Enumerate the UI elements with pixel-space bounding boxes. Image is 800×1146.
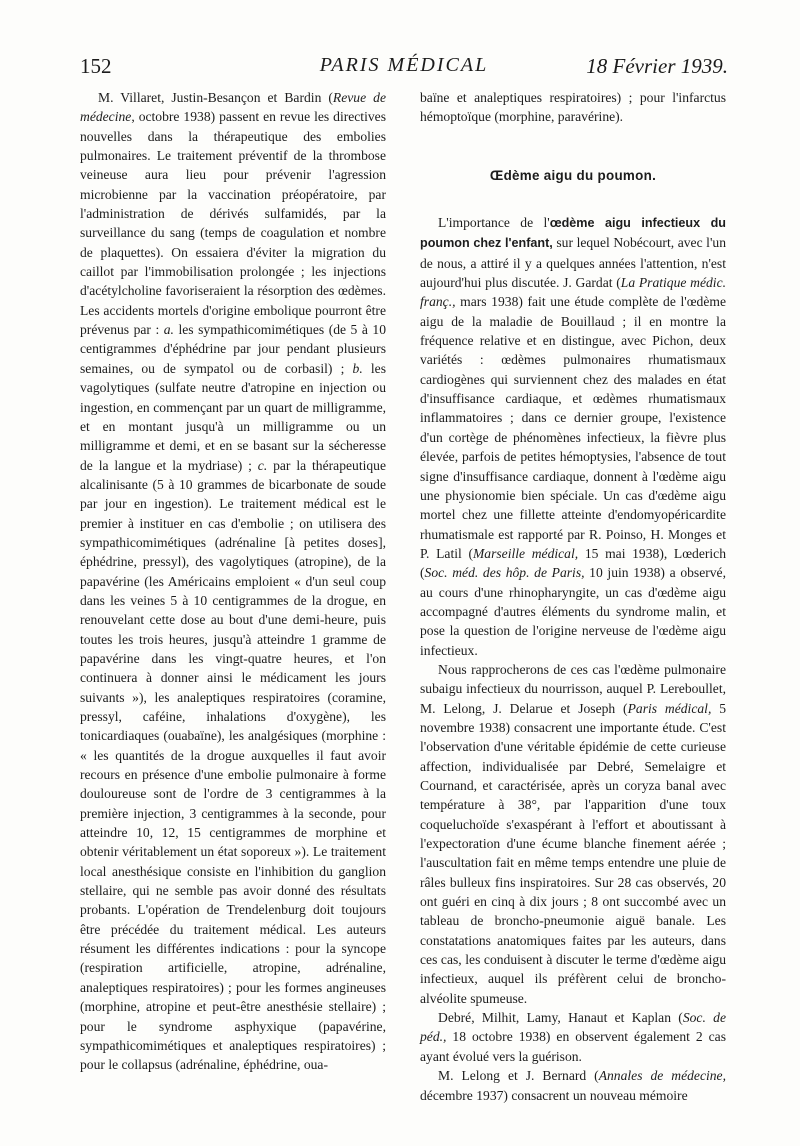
section-heading: Œdème aigu du poumon.	[489, 167, 657, 183]
paragraph-debre: Debré, Milhit, Lamy, Hanaut et Kaplan (Soc. de péd., 18 octobre 1938) en observent également 2 cas ayant évolué vers la guérison.	[420, 1010, 726, 1064]
right-column	[420, 88, 726, 1105]
paragraph-continuation: baïne et analeptiques respiratoires) ; pour l'infarctus hémoptoïque (morphine, paravérine).	[420, 90, 726, 125]
journal-title: PARIS MÉDICAL	[319, 54, 489, 76]
paragraph-oedeme-infectieux: L'importance de l'œdème aigu infectieux du poumon chez l'enfant, sur lequel Nobécourt, avec l'un de nous, a attiré il y a quelques années l'attention, n'est aujourd'hui plus discutée. J. Gardat (La Pratique médic. franç., mars 1938) fait une étude complète de l'œdème aigu de la maladie de Bouillaud ; il en montre la fréquence relative et en distingue, avec Pichon, deux variétés : œdèmes pulmonaires rhumatismaux cardiogènes qui surviennent chez des malades en état d'insuffisance cardiaque, et œdèmes rhumatismaux inflammatoires ; dans ce dernier groupe, l'existence d'un cortège de phénomènes infectieux, la fièvre plus élevée, parfois de petites hémoptysies, l'absence de tout signe d'insuffisance cardiaque, donnent à l'œdème aigu une physionomie bien spéciale. Un cas d'œdème aigu mortel chez une fillette atteinte d'endomyopéricardite rhumatismale est rapporté par R. Poinso, H. Monges et P. Latil (Marseille médical, 15 mai 1938), Lœderich (Soc. méd. des hôp. de Paris, 10 juin 1938) a observé, au cours d'une rhinopharyngite, un cas d'œdème aigu accompagné d'autres éléments du syndrome malin, et pose la question de l'origine nerveuse de l'œdème aigu infectieux.	[420, 215, 727, 658]
paragraph-oedeme-nourrisson: Nous rapprocherons de ces cas l'œdème pulmonaire subaigu infectieux du nourrisson, auquel P. Lereboullet, M. Lelong, J. Delarue et Joseph (Paris médical, 5 novembre 1938) consacrent une importante étude. C'est l'observation d'une véritable épidémie de cette curieuse affection, individualisée par Debré, Semelaigre et Cournand, et caractérisée, après un coryza banal avec température à 38°, par l'apparition d'une toux coqueluchoïde s'exaspérant à l'effort et aboutissant à l'expectoration d'une écume blanche finement aérée ; l'auscultation fait en même temps entendre une pluie de râles bulleux fins inspiratoires. Sur 28 cas observés, 20 ont guéri en cinq à dix jours ; 8 ont succombé avec un tableau de broncho-pneumonie aiguë banale. Les constatations anatomiques faites par les auteurs, dans ces cas, les conduisent à discuter le terme d'œdème aigu infectieux, auquel ils préfèrent celui de broncho-alvéolite spumeuse.	[420, 661, 726, 1006]
issue-date: 18 Février 1939.	[586, 54, 728, 78]
running-header	[80, 50, 728, 80]
paragraph-lelong: M. Lelong et J. Bernard (Annales de médecine, décembre 1937) consacrent un nouveau mémoire	[420, 1068, 726, 1103]
left-column	[80, 88, 386, 1075]
page-number: 152	[80, 54, 112, 78]
paragraph-embolies: M. Villaret, Justin-Besançon et Bardin (Revue de médecine, octobre 1938) passent en revue les directives nouvelles dans la thérapeutique des embolies pulmonaires. Le traitement préventif de la thrombose veineuse aura lieu pour prévenir l'agression microbienne par la vaccination préopératoire, par l'administration de dérivés sulfamidés, par la surveillance du sang (temps de coagulation et nombre de plaquettes). On essaiera d'éviter la migration du caillot par l'immobilisation prolongée ; les injections d'acétylcholine favoriseraient la résorption des œdèmes. Les accidents mortels d'origine embolique pourront être prévenus par : a. les sympathicomimétiques (de 5 à 10 centigrammes d'éphédrine par jour pendant plusieurs semaines, ou de sympatol ou de corbasil) ; b. les vagolytiques (sulfate neutre d'atropine en injection ou ingestion, en commençant par un quart de milligramme, et en montant jusqu'à un milligramme ou un milligramme et demi, et en se basant sur la sécheresse de la langue et la mydriase) ; c. par la thérapeutique alcalinisante (5 à 10 grammes de bicarbonate de soude par jour en ingestion). Le traitement médical est le premier à instituer en cas d'embolie ; on utilisera des sympathicomimétiques (adrénaline [à petites doses], éphédrine, pressyl), des vagolytiques (atropine), de la papavérine (les Américains emploient « d'un seul coup dans les veines 5 à 10 centigrammes de la drogue, en renouvelant cette dose au bout d'une demi-heure, puis toutes les trois heures, jusqu'à atteindre 1 gramme de papavérine dans les vingt-quatre heures, et l'on continuera à donner ainsi le médicament les jours suivants »), les analeptiques respiratoires (coramine, pressyl, caféine, inhalations d'oxygène), les tonicardiaques (ouabaïne), les analgésiques (morphine : « les quantités de la drogue auxquelles il faut avoir recours en présence d'une embolie pulmonaire à forme douloureuse sont de l'ordre de 3 centigrammes à la première injection, 3 centigrammes à la seconde, pour atteindre 10, 12, 15 centigrammes de morphine et obtenir véritablement un état soporeux »). Le traitement local anesthésique consiste en l'inhibition du ganglion stellaire, qui ne semble pas avoir donné des résultats probants. L'opération de Trendelenburg doit toujours être précédée du traitement médical. Les auteurs résument les différentes indications : pour la syncope (respiration artificielle, atropine, adrénaline, analeptiques respiratoires) ; pour les formes angineuses (morphine, atropine et peut-être anesthésie stellaire) ; pour le syndrome asphyxique (papavérine, sympathicomimétiques et analeptiques respiratoires) ; pour le collapsus (adrénaline, éphédrine, oua-	[80, 90, 387, 1073]
